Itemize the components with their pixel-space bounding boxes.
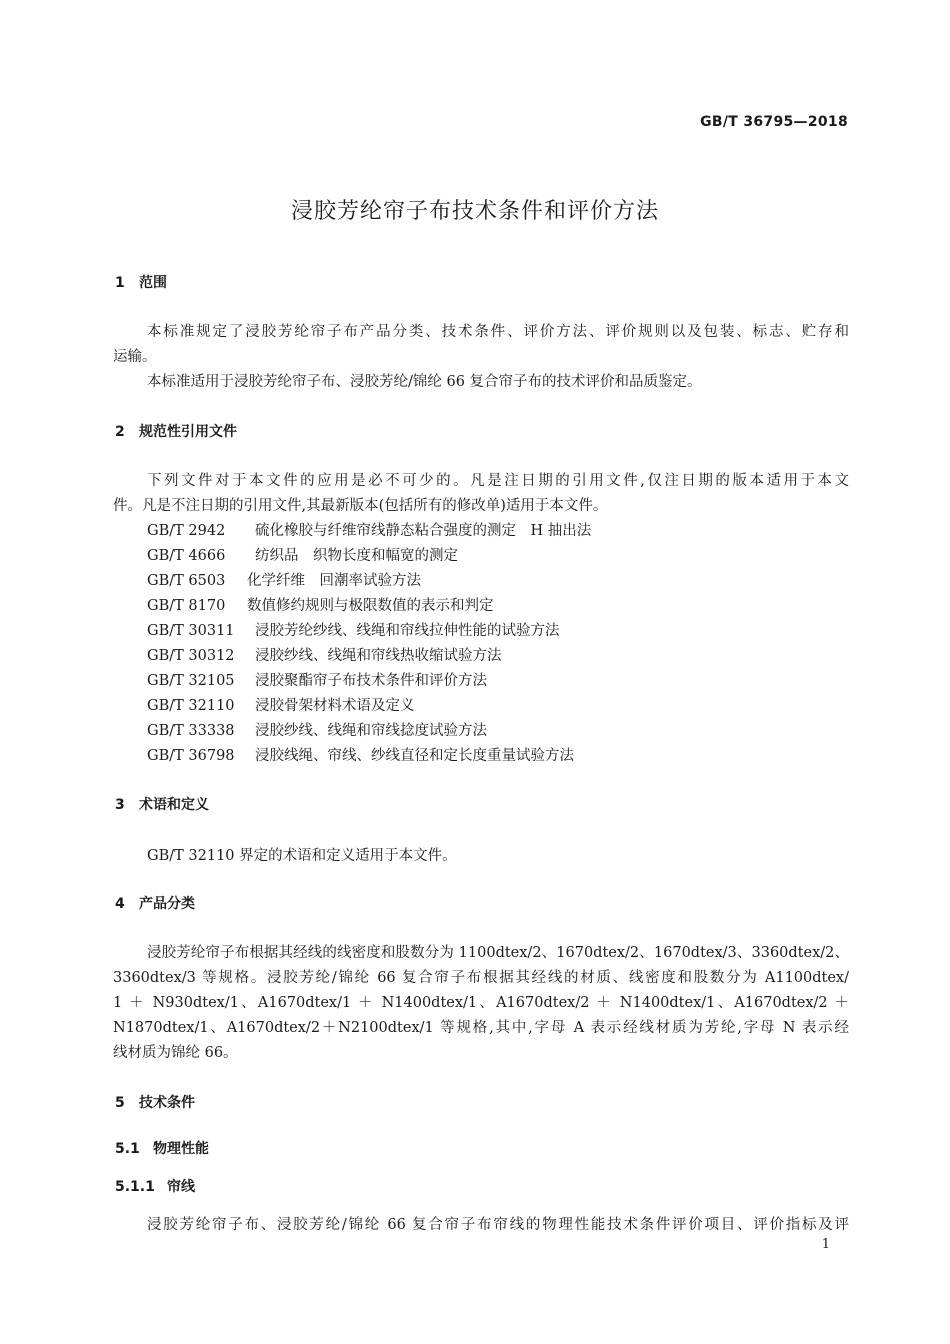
section-4-heading bbox=[115, 893, 195, 913]
section-title: 物理性能 bbox=[153, 1141, 209, 1157]
paragraph-line: 下列文件对于本文件的应用是必不可少的。凡是注日期的引用文件,仅注日期的版本适用于本文 bbox=[147, 473, 849, 489]
section-5-heading bbox=[115, 1092, 195, 1112]
reference-item bbox=[147, 519, 591, 540]
reference-title: 硫化橡胶与纤维帘线静态粘合强度的测定 H 抽出法 bbox=[255, 523, 592, 539]
section-number: 1 bbox=[115, 275, 125, 291]
reference-item bbox=[147, 669, 487, 690]
section-title: 技术条件 bbox=[139, 1095, 195, 1111]
reference-item bbox=[147, 644, 502, 665]
subsection-5-1-heading bbox=[115, 1138, 209, 1158]
section-number: 4 bbox=[115, 896, 125, 912]
reference-title: 纺织品 织物长度和幅宽的测定 bbox=[255, 548, 458, 564]
subsection-5-1-1-heading bbox=[115, 1176, 195, 1196]
section-number: 2 bbox=[115, 424, 125, 440]
paragraph: GB/T 32110 界定的术语和定义适用于本文件。 bbox=[147, 848, 457, 864]
reference-title: 浸胶纱线、线绳和帘线热收缩试验方法 bbox=[255, 648, 502, 664]
paragraph-line: 运输。 bbox=[113, 349, 157, 365]
reference-code: GB/T 36798 bbox=[147, 748, 235, 764]
paragraph-line: 浸胶芳纶帘子布、浸胶芳纶/锦纶 66 复合帘子布帘线的物理性能技术条件评价项目、评价指标及评 bbox=[147, 1217, 849, 1233]
paragraph-line: N1870dtex/1、A1670dtex/2＋N2100dtex/1 等规格,其中,字母 A 表示经线材质为芳纶,字母 N 表示经 bbox=[113, 1020, 849, 1036]
page-number: 1 bbox=[821, 1237, 830, 1252]
section-1-heading bbox=[115, 272, 167, 292]
reference-code: GB/T 32105 bbox=[147, 673, 235, 689]
paragraph-line: 浸胶芳纶帘子布根据其经线的线密度和股数分为 1100dtex/2、1670dtex/2、1670dtex/3、3360dtex/2、 bbox=[147, 945, 849, 961]
section-2-heading bbox=[115, 421, 237, 441]
paragraph: 本标准适用于浸胶芳纶帘子布、浸胶芳纶/锦纶 66 复合帘子布的技术评价和品质鉴定。 bbox=[147, 374, 702, 390]
reference-code: GB/T 30311 bbox=[147, 623, 235, 639]
reference-item bbox=[147, 694, 415, 715]
reference-item bbox=[147, 544, 458, 565]
reference-code: GB/T 6503 bbox=[147, 573, 226, 589]
section-3-heading bbox=[115, 794, 209, 814]
section-number: 5.1 bbox=[115, 1141, 140, 1157]
reference-code: GB/T 2942 bbox=[147, 523, 226, 539]
reference-code: GB/T 4666 bbox=[147, 548, 226, 564]
section-number: 3 bbox=[115, 797, 125, 813]
reference-item bbox=[147, 719, 487, 740]
reference-title: 浸胶纱线、线绳和帘线捻度试验方法 bbox=[255, 723, 487, 739]
reference-title: 化学纤维 回潮率试验方法 bbox=[247, 573, 421, 589]
section-number: 5.1.1 bbox=[115, 1179, 155, 1195]
reference-title: 浸胶芳纶纱线、线绳和帘线拉伸性能的试验方法 bbox=[255, 623, 560, 639]
paragraph-line: 1 ＋ N930dtex/1、A1670dtex/1 ＋ N1400dtex/1、A1670dtex/2 ＋ N1400dtex/1、A1670dtex/2 ＋ bbox=[113, 995, 849, 1011]
reference-code: GB/T 30312 bbox=[147, 648, 235, 664]
reference-title: 浸胶骨架材料术语及定义 bbox=[255, 698, 415, 714]
reference-item bbox=[147, 619, 560, 640]
reference-code: GB/T 8170 bbox=[147, 598, 226, 614]
reference-title: 数值修约规则与极限数值的表示和判定 bbox=[247, 598, 494, 614]
reference-title: 浸胶聚酯帘子布技术条件和评价方法 bbox=[255, 673, 487, 689]
reference-code: GB/T 33338 bbox=[147, 723, 235, 739]
section-number: 5 bbox=[115, 1095, 125, 1111]
section-title: 范围 bbox=[139, 275, 167, 291]
section-title: 规范性引用文件 bbox=[139, 424, 237, 440]
section-title: 产品分类 bbox=[139, 896, 195, 912]
reference-item bbox=[147, 569, 421, 590]
standard-number: GB/T 36795—2018 bbox=[700, 114, 848, 130]
document-title: 浸胶芳纶帘子布技术条件和评价方法 bbox=[290, 199, 659, 224]
reference-title: 浸胶线绳、帘线、纱线直径和定长度重量试验方法 bbox=[255, 748, 574, 764]
section-title: 帘线 bbox=[167, 1179, 195, 1195]
reference-code: GB/T 32110 bbox=[147, 698, 235, 714]
section-title: 术语和定义 bbox=[139, 797, 209, 813]
paragraph-line: 件。凡是不注日期的引用文件,其最新版本(包括所有的修改单)适用于本文件。 bbox=[113, 498, 608, 514]
paragraph-line: 本标准规定了浸胶芳纶帘子布产品分类、技术条件、评价方法、评价规则以及包装、标志、贮存和 bbox=[147, 324, 849, 340]
reference-item bbox=[147, 594, 494, 615]
paragraph-line: 线材质为锦纶 66。 bbox=[113, 1045, 238, 1061]
paragraph-line: 3360dtex/3 等规格。浸胶芳纶/锦纶 66 复合帘子布根据其经线的材质、线密度和股数分为 A1100dtex/ bbox=[113, 970, 849, 986]
reference-item bbox=[147, 744, 574, 765]
